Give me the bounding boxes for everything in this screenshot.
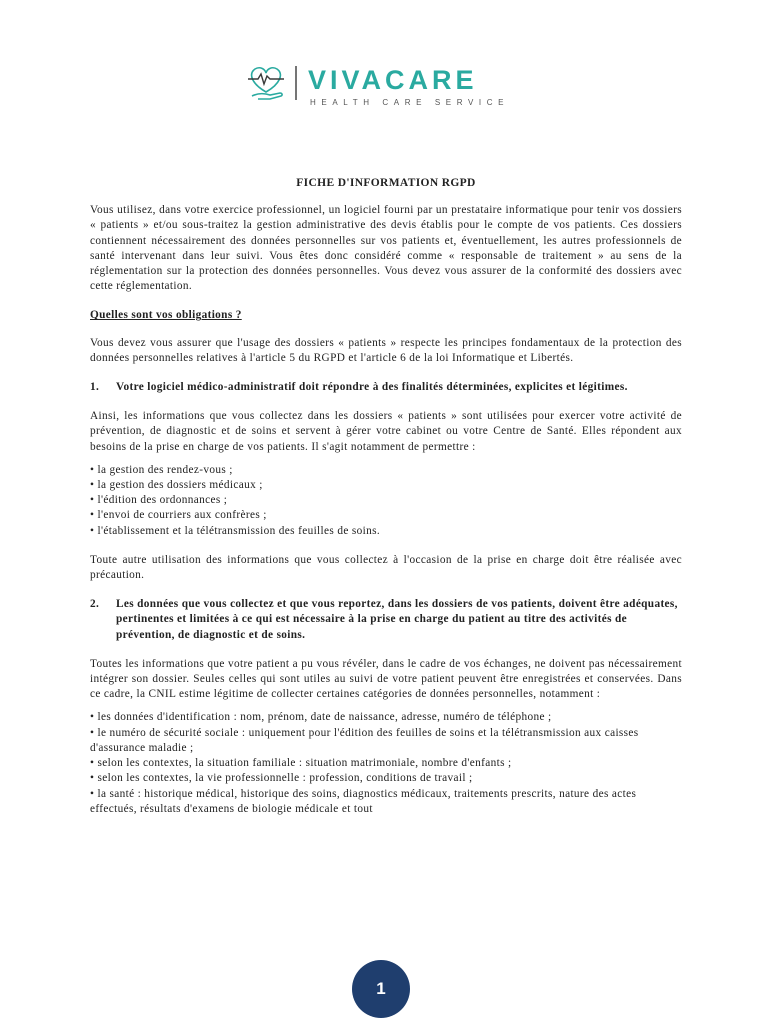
document-body (90, 176, 682, 817)
document-title: FICHE D'INFORMATION RGPD (296, 177, 476, 189)
item-number: 1. (90, 381, 100, 394)
item1-bullet-list (90, 463, 682, 539)
list-item: • selon les contextes, la vie professionnelle : profession, conditions de travail ; (90, 772, 473, 785)
heart-pulse-hand-icon (246, 62, 526, 108)
item2-paragraph: Toutes les informations que votre patient a pu vous révéler, dans le cadre de vos échanges, ne doivent pas nécessairement intégrer son dossier. Seules celles qui sont utiles au suivi de votre patient peuvent être enregistrées et conservées. Dans ce cadre, la CNIL estime légitime de collecter certaines catégories de données personnelles, notamment : (90, 657, 682, 701)
brand-logo (246, 62, 526, 108)
list-item: • les données d'identification : nom, prénom, date de naissance, adresse, numéro de téléphone ; (90, 711, 552, 724)
svg-text:HEALTH CARE SERVICE: HEALTH CARE SERVICE (310, 98, 510, 107)
list-item: • l'édition des ordonnances ; (90, 494, 228, 507)
obligations-paragraph: Vous devez vous assurer que l'usage des dossiers « patients » respecte les principes fondamentaux de la protection des données personnelles relatives à l'article 5 du RGPD et l'article 6 de la loi Informatique et Libertés. (90, 336, 682, 364)
list-item: • l'envoi de courriers aux confrères ; (90, 509, 267, 522)
page-number-badge: 1 (352, 960, 410, 1018)
list-item: • l'établissement et la télétransmission des feuilles de soins. (90, 524, 381, 537)
section-heading-obligations: Quelles sont vos obligations ? (90, 309, 242, 322)
item1-after-paragraph: Toute autre utilisation des informations que vous collectez à l'occasion de la prise en charge doit être réalisée avec précaution. (90, 553, 682, 582)
list-item: • selon les contextes, la situation familiale : situation matrimoniale, nombre d'enfants ; (90, 757, 512, 770)
list-item: • la gestion des rendez-vous ; (90, 463, 233, 476)
item-number: 2. (90, 598, 100, 611)
numbered-item-1 (90, 380, 682, 395)
intro-paragraph: Vous utilisez, dans votre exercice professionnel, un logiciel fourni par un prestataire informatique pour tenir vos dossiers « patients » et/ou sous-traitez la gestion administrative des devis établis pour le compte de vos patients. Ces dossiers contiennent nécessairement des données personnelles sur vos patients et, éventuellement, les autres professionnels de santé intervenant dans leur suivi. Vous êtes donc considéré comme « responsable de traitement » au sens de la réglementation sur la protection des données personnelles. Vous devez vous assurer de la conformité des dossiers avec cette réglementation. (90, 204, 682, 293)
list-item: • la santé : historique médical, historique des soins, diagnostics médicaux, traitements prescrits, nature des actes effectués, résultats d'examens de biologie médicale et tout (90, 787, 637, 815)
item-title: Les données que vous collectez et que vous reportez, dans les dossiers de vos patients, doivent être adéquates, pertinentes et limitées à ce qui est nécessaire à la prise en charge du patient au titre des activités de prévention, de diagnostic et de soins. (116, 598, 678, 641)
list-item: • le numéro de sécurité sociale : uniquement pour l'édition des feuilles de soins et la télétransmission aux caisses d'assurance maladie ; (90, 726, 639, 754)
item2-bullet-list (90, 710, 682, 816)
item-title: Votre logiciel médico-administratif doit répondre à des finalités déterminées, explicites et légitimes. (116, 381, 628, 394)
svg-text:VIVACARE: VIVACARE (308, 65, 478, 95)
list-item: • la gestion des dossiers médicaux ; (90, 479, 263, 492)
numbered-item-2 (90, 597, 682, 643)
item1-paragraph: Ainsi, les informations que vous collectez dans les dossiers « patients » sont utilisées pour exercer votre activité de prévention, de diagnostic et de soins et servent à gérer votre cabinet ou votre Centre de Santé. Elles répondent aux besoins de la prise en charge de vos patients. Il s'agit notamment de permettre : (90, 410, 682, 453)
